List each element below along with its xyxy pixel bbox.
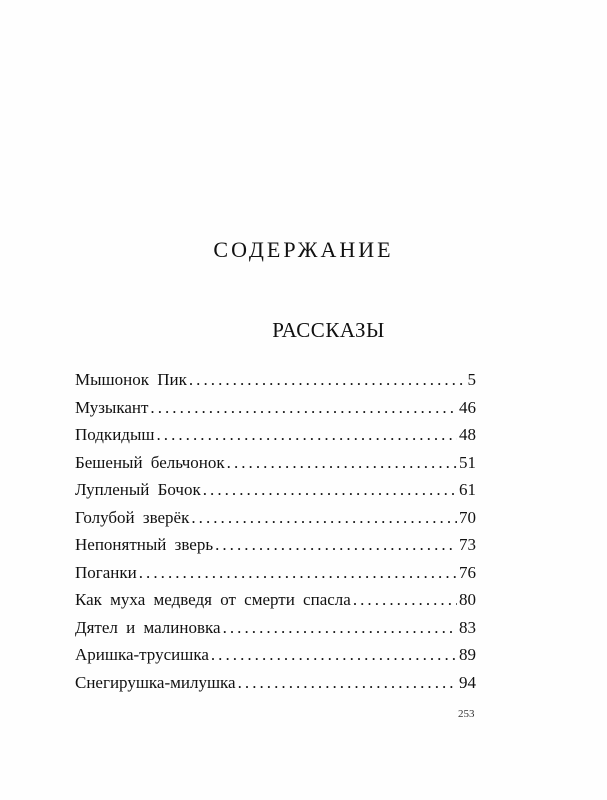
page-number: 253 [458,708,475,720]
toc-entry [75,563,476,591]
toc-entry [75,645,476,673]
dot-leader [238,673,457,693]
toc-entry-title: Мышонок Пик [75,370,187,389]
toc-entry [75,480,476,508]
toc-entry-title: Непонятный зверь [75,535,214,554]
toc-entry-title: Подкидыш [75,425,155,444]
toc-entry [75,535,476,563]
table-of-contents [75,370,476,700]
toc-entry [75,673,476,701]
toc-entry-title: Снегирушка-милушка [75,672,236,692]
toc-entry-page: 5 [467,370,476,389]
dot-leader [191,508,457,528]
toc-entry-title: Бешеный бельчонок [75,452,225,472]
toc-entry [75,453,476,481]
toc-entry-title: Лупленый Бочок [75,480,201,499]
dot-leader [150,398,457,418]
toc-entry-page: 48 [459,425,476,444]
toc-entry-page: 61 [459,480,476,499]
toc-entry-page: 76 [459,562,476,582]
toc-entry-page: 51 [459,452,476,472]
toc-entry-title: Дятел и малиновка [75,617,221,637]
toc-entry-page: 83 [459,617,476,637]
toc-entry [75,618,476,646]
toc-entry-page: 80 [459,590,476,609]
toc-entry-page: 89 [459,645,476,664]
toc-entry [75,425,476,453]
toc-entry-page: 94 [459,672,476,692]
toc-entry-title: Аришка-трусишка [75,645,209,664]
section-heading: РАССКАЗЫ [272,318,385,342]
dot-leader [227,453,457,473]
dot-leader [156,425,457,445]
toc-entry-title: Как муха медведя от смерти спасла [75,590,351,609]
toc-entry [75,398,476,426]
toc-entry [75,508,476,536]
toc-entry-title: Голубой зверёк [75,507,190,527]
toc-entry [75,370,476,398]
toc-entry-page: 70 [459,507,476,527]
dot-leader [189,370,466,390]
toc-entry-title: Поганки [75,562,137,582]
contents-heading: СОДЕРЖАНИЕ [213,237,394,262]
toc-entry [75,590,476,618]
toc-entry-page: 46 [459,397,476,417]
dot-leader [215,535,457,555]
dot-leader [353,590,457,610]
toc-entry-page: 73 [459,535,476,554]
dot-leader [203,480,457,500]
dot-leader [139,563,457,583]
dot-leader [211,645,457,665]
dot-leader [223,618,457,638]
toc-entry-title: Музыкант [75,397,149,417]
